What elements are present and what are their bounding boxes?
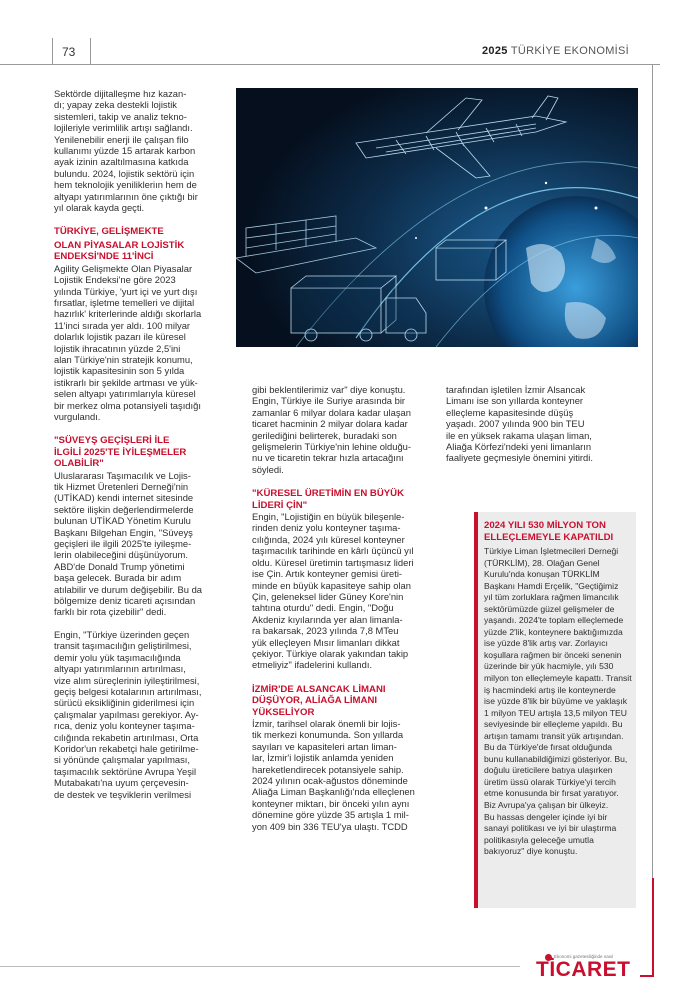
text-line: lojistik kapasitesinin son 5 yılda — [54, 365, 185, 377]
box-line: sanayi politikası ve iyi bir ulaştırma — [484, 823, 617, 834]
text-line: oldu. Küresel üretimin tartışmasız lideri — [252, 556, 414, 568]
text-line: etmeliyiz" ifadelerini kullandı. — [252, 659, 373, 671]
section-name: TÜRKİYE EKONOMİSİ — [510, 45, 630, 57]
text-line: altyapı yatırımlarının öne çıktığı bir — [54, 190, 198, 202]
section-heading: YÜKSELİYOR — [252, 706, 315, 718]
text-line: Engin, "Lojistiğin en büyük bileşenle- — [252, 511, 405, 523]
box-line: etme konusunda bir fırsat yaratıyor. — [484, 788, 619, 799]
box-line: artışın tamamı transit yük artışından. — [484, 730, 624, 741]
text-line: nu ve ticaretin tekrar hızla artacağını — [252, 452, 404, 464]
right-rule — [652, 64, 653, 879]
section-heading: "SÜVEYŞ GEÇİŞLERİ İLE — [54, 435, 170, 447]
box-line: yaşandı. 2024'te toplam elleçlemede — [484, 615, 624, 626]
text-line: de destek ve teşviklerin verilmesi — [54, 788, 192, 800]
box-line: üretim üssü olarak Türkiye'yi tercih — [484, 776, 616, 787]
page-number: 73 — [62, 45, 76, 59]
text-line: cılığında rekabetin artırılması, Orta — [54, 731, 199, 743]
text-line: hareketlendirecek potansiyele sahip. — [252, 763, 404, 775]
box-line: (TÜRKLİM), 28. Olağan Genel — [484, 557, 600, 568]
text-line: hem teknolojik yenilikleriın hem de — [54, 179, 197, 191]
box-line: seviyesinde bir elleçleme yapıldı. Bu — [484, 719, 623, 730]
column-middle — [252, 384, 422, 832]
text-line: Yenilenebilir enerji ile çalışan filo — [54, 133, 189, 145]
text-line: atılabilir ve durum değişebilir. Bu da — [54, 583, 202, 595]
text-line: sayıları ve kapasiteleri artan liman- — [252, 740, 397, 752]
box-line: iş hacmindeki artış ile konteynerde — [484, 684, 616, 695]
text-line: başa gelecek. Burada bir adım — [54, 572, 182, 584]
box-line: Kurulu'nda konuşan TÜRKLİM — [484, 569, 600, 580]
box-line: bakıyoruz" diye konuştu. — [484, 846, 578, 857]
text-line: hazırlık' kriterlerinde aldığı skorlarla — [54, 308, 202, 320]
text-line: taşımacılık sektörüne Avrupa Yeşil — [54, 765, 197, 777]
box-line: Türkiye Liman İşletmecileri Derneği — [484, 546, 619, 556]
footer-accent-line — [640, 975, 654, 977]
section-heading: İZMİR'DE ALSANCAK LİMANI — [252, 683, 386, 695]
section-heading: OLAN PİYASALAR LOJİSTİK — [54, 239, 185, 251]
section-heading: DÜŞÜYOR, ALİAĞA LİMANI — [252, 695, 378, 707]
sidebar-box-accent — [474, 512, 478, 908]
brand-tagline: Ekonomi gazetesiliğinde nasıl — [554, 954, 614, 959]
text-line: rıca, deniz yolu konteyner taşıma- — [54, 720, 195, 732]
text-line: si yönünde çalışmalar yapılması, — [54, 754, 190, 766]
text-line: Aliağa Liman Başkanlığı'nda elleçlenen — [252, 786, 415, 798]
text-line: dolarlık lojistik pazarı ile küresel — [54, 331, 186, 343]
section-heading: LİDERİ ÇİN" — [252, 499, 308, 511]
text-line: ayak izinin azaltılmasına katkıda — [54, 156, 189, 168]
sidebar-box-body — [484, 546, 632, 858]
text-line: selen altyapı yatırımlarıyla küresel — [54, 388, 196, 400]
box-title-line: ELLEÇLEMEYLE KAPATILDI — [484, 531, 614, 543]
text-line: konteyner miktarı, bir önceki yılın aynı — [252, 797, 410, 809]
header-divider — [52, 38, 53, 65]
text-line: vurgulandı. — [54, 410, 101, 422]
text-line: istikrarlı bir şekilde artması ve yük- — [54, 376, 198, 388]
column-left — [54, 88, 214, 800]
logistics-wireframe-illustration-icon — [236, 88, 638, 347]
text-line: çalışmalar yapılması gerekiyor. Ay- — [54, 708, 199, 720]
text-line: Agility Gelişmekte Olan Piyasalar — [54, 262, 193, 274]
section-title — [482, 45, 629, 57]
text-line: gibi beklentilerimiz var" diye konuştu. — [252, 384, 406, 395]
text-line: bulundu. 2024, lojistik sektörü için — [54, 167, 195, 179]
text-line: yıl olarak kayda geçti. — [54, 202, 145, 214]
text-line: ise Çin. Artık konteyner gemisi üreti- — [252, 568, 403, 580]
text-line: ticaret hacminin 2 milyar dolara kadar — [252, 418, 408, 430]
text-line: kullanımı yüzde 15 artarak karbon — [54, 145, 196, 157]
text-line: (UTİKAD) kendi internet sitesinde — [54, 492, 194, 504]
hero-image — [236, 88, 638, 347]
text-line: tahtına oturdu" dedi. Engin, "Doğu — [252, 602, 394, 614]
text-line: zamanlar 6 milyar dolara kadar ulaşan — [252, 406, 411, 418]
section-heading: TÜRKİYE, GELİŞMEKTE — [54, 226, 164, 238]
text-line: geçişleri ile ilgili 2025'te iyileşme- — [54, 538, 192, 550]
text-line: Aliağa Körfezi'ndeki yeni limanların — [446, 441, 592, 453]
box-line: Biz Avrupa'ya çalışan bir ülkeyiz. — [484, 800, 609, 811]
text-line: minde en büyük kapasiteye sahip olan — [252, 579, 411, 591]
text-line: Engin, Türkiye ile Suriye arasında bir — [252, 395, 406, 407]
text-line: söyledi. — [252, 463, 284, 475]
box-line: koşullara rağmen bir önceki senenin — [484, 649, 622, 660]
section-year: 2025 — [482, 45, 508, 57]
header-rule — [0, 64, 660, 65]
column-right — [446, 384, 638, 464]
text-line: sektöre ilişkin değerlendirmelerde — [54, 503, 194, 515]
text-line: alan Türkiye'nin stratejik konumu, — [54, 353, 193, 365]
text-line: vize alım süreçlerinin iyileştirilmesi, — [54, 674, 200, 686]
box-line: Bu hassas dengeler içinde iyi bir — [484, 811, 608, 822]
text-line: elleçleme kapasitesinde düşüş — [446, 406, 574, 418]
text-line: yük elleçleyen Mısır limanları dikkat — [252, 636, 400, 648]
text-line: cılığında, 2024 yılı küresel konteyner — [252, 533, 405, 545]
text-line: tik merkezi konumunda. Son yıllarda — [252, 729, 404, 741]
sidebar-box-title — [484, 520, 634, 544]
text-line: 2024 yılının ocak-ağustos döneminde — [252, 775, 408, 786]
text-line: ra bakarsak, 2023 yılında 7,8 MTeu — [252, 625, 399, 637]
text-line: sistemleri, takip ve analiz tekno- — [54, 110, 187, 122]
box-line: Başkanı Hamdi Erçelik, "Geçtiğimiz — [484, 580, 619, 591]
text-line: gerilediğini belirterek, buradaki son — [252, 429, 397, 441]
text-line: çekiyor. Türkiye olarak yakından takip — [252, 647, 409, 659]
box-line: milyon ton elleçlemeyle kapattı. Transit — [484, 673, 632, 684]
text-line: altyapı yatırımlarının artırılması, — [54, 663, 186, 675]
box-line: bunu kullanabildiğimizi gösteriyor. Bu, — [484, 753, 628, 764]
text-line: gelişmelerin Türkiye'nin lehine olduğu- — [252, 441, 411, 453]
box-line: ise yüzde 8'lik bir büyüme ve yaklaşık — [484, 696, 628, 707]
text-line: Koridor'un rekabetçi hale getirilme- — [54, 742, 199, 754]
box-line: üzerinde bir yük hacmiyle, yılı 530 — [484, 661, 614, 672]
box-line: yüzde 2'lik, konteynere baktığımızda — [484, 626, 623, 637]
text-line: 11'inci sırada yer aldı. 100 milyar — [54, 319, 191, 331]
text-line: Sektörde dijitalleşme hız kazan- — [54, 88, 187, 99]
text-line: ile en yüksek rakama ulaşan liman, — [446, 429, 592, 441]
box-title-line: 2024 YILI 530 MİLYON TON — [484, 520, 606, 531]
text-line: rinden deniz yolu konteyner taşıma- — [252, 522, 401, 534]
text-line: bölgemize deniz ticareti açısından — [54, 595, 196, 607]
text-line: İzmir, tarihsel olarak önemli bir lojis- — [252, 717, 401, 729]
footer-accent-line — [652, 878, 654, 976]
text-line: taşımacılık tarihinde en kârlı üçüncü yıl — [252, 545, 414, 557]
text-line: demir yolu yük taşımacılığında — [54, 651, 181, 663]
text-line: faaliyete geçmesiyle önemini yitirdi. — [446, 452, 593, 464]
text-line: ABD'de Donald Trump yönetimi — [54, 560, 185, 572]
text-line: dönemine göre yüzde 35 artışla 1 mil- — [252, 809, 409, 821]
text-line: yon 409 bin 336 TEU'ya ulaştı. TCDD — [252, 820, 408, 832]
text-line: yılında Türkiye, 'yurt içi ve yurt dışı — [54, 285, 198, 297]
text-line: fırsatlar, işletme temelleri ve dijital — [54, 296, 195, 308]
text-line: bir merkez olma potansiyeli taşıdığı — [54, 399, 201, 411]
text-line: Limanı ise son yıllarda konteyner — [446, 395, 584, 407]
text-line: lar, İzmir'i lojistik anlamda yeniden — [252, 752, 394, 764]
box-line: doğulu üreticilere batıya ulaşırken — [484, 765, 613, 776]
text-line: lojistik ihracatının yüzde 2,5'ini — [54, 342, 181, 354]
footer-rule — [0, 966, 520, 967]
text-line: geçiş belgesi kotalarının artırılması, — [54, 685, 202, 697]
text-line: farklı bir rota çizebilir" dedi. — [54, 606, 167, 618]
text-line: Uluslararası Taşımacılık ve Lojis- — [54, 469, 191, 481]
box-line: sektörümüzde güzel gelişmeler de — [484, 603, 615, 614]
text-line: tarafından işletilen İzmir Alsancak — [446, 384, 586, 395]
brand-logo: TİCARET — [536, 958, 631, 981]
box-line: yıl tüm zorluklara rağmen limancılık — [484, 592, 619, 603]
text-line: Başkanı Bilgehan Engin, "Süveyş — [54, 526, 193, 538]
text-line: lerin olabileceğini düşünüyorum. — [54, 549, 188, 561]
text-line: Mutabakatı'na uyum çerçevesin- — [54, 777, 189, 789]
section-heading: "KÜRESEL ÜRETİMİN EN BÜYÜK — [252, 488, 405, 500]
section-heading: İLGİLİ 2025'TE İYİLEŞMELER — [54, 446, 187, 458]
text-line: Çin, geleneksel lider Güney Kore'nin — [252, 590, 404, 602]
text-line: sürücü eksikliğinin giderilmesi için — [54, 697, 195, 709]
text-line: lojileriyle verimlilik artışı sağlandı. — [54, 122, 193, 134]
text-line: Akdeniz kıyılarında yer alan limanla- — [252, 613, 403, 625]
box-line: 1 milyon TEU artışla 13,5 milyon TEU — [484, 707, 627, 718]
text-line: Engin, "Türkiye üzerinden geçen — [54, 628, 190, 640]
text-line: transit taşımacılığın geliştirilmesi, — [54, 640, 192, 652]
box-line: politikasıyla geleceğe umutla — [484, 834, 594, 845]
header-divider — [90, 38, 91, 65]
text-line: Lojistik Endeksi'ne göre 2023 — [54, 274, 176, 286]
text-line: dı; yapay zeka destekli lojistik — [54, 99, 177, 111]
section-heading: OLABİLİR" — [54, 458, 104, 470]
box-line: Bu da Türkiye'de fırsat olduğunda — [484, 742, 613, 753]
text-line: tik Hizmet Üretenleri Derneği'nin — [54, 481, 189, 492]
section-heading: ENDEKSİ'NDE 11'İNCİ — [54, 251, 154, 263]
box-line: ise yüzde 8'lik artış var. Zorlayıcı — [484, 638, 608, 649]
text-line: yaşadı. 2007 yılında 900 bin TEU — [446, 418, 585, 430]
text-line: bulunan UTİKAD Yönetim Kurulu — [54, 515, 191, 527]
